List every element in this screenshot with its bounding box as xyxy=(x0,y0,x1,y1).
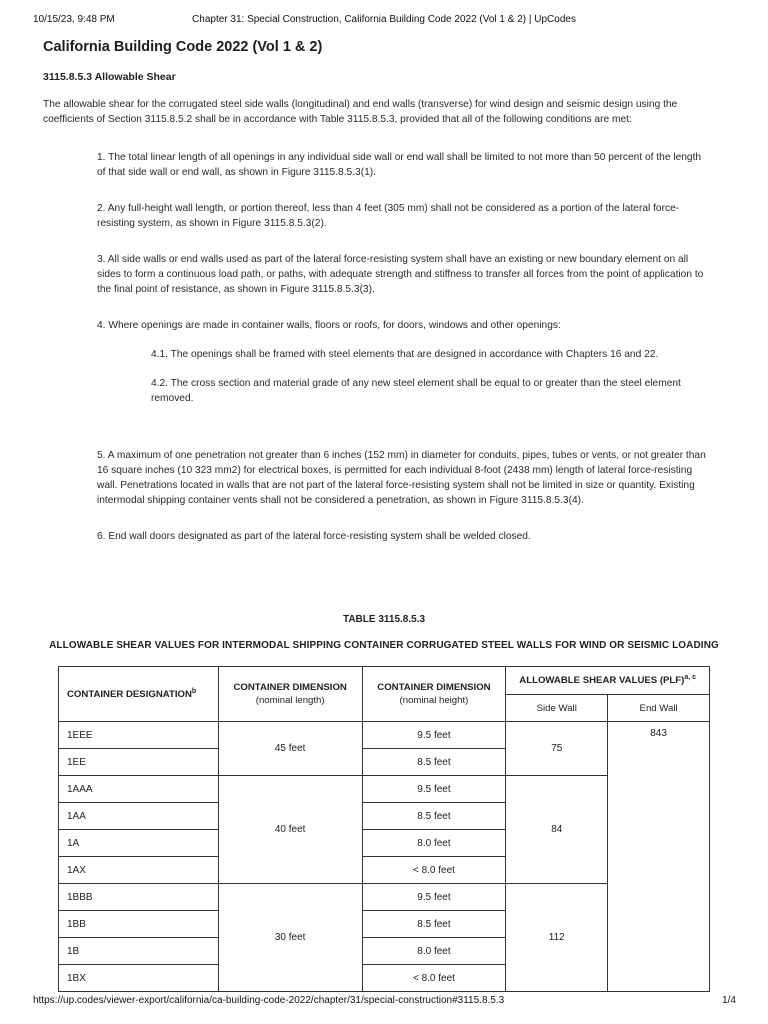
list-item: 6. End wall doors designated as part of the lateral force-resisting system shall be welded closed. xyxy=(97,531,531,542)
print-header xyxy=(0,14,768,30)
cell-designation: 1EEE xyxy=(59,722,219,749)
cell-designation: 1A xyxy=(59,830,219,857)
cell-side-wall: 112 xyxy=(506,884,608,992)
list-item: 3. All side walls or end walls used as part of the lateral force-resisting system shall have an existing or new boundary element on all sides to form a continuous load path, or paths, with adequate strength and stiffness to transfer all forces from the point of application to the final point of resistance, as shown in Figure 3115.8.5.3(3). xyxy=(97,254,704,295)
cell-height: 9.5 feet xyxy=(362,722,506,749)
cell-height: < 8.0 feet xyxy=(362,965,506,992)
cell-designation: 1AA xyxy=(59,803,219,830)
cell-designation: 1AX xyxy=(59,857,219,884)
cell-end-wall: 843 xyxy=(608,722,710,992)
header-end-wall: End Wall xyxy=(608,695,710,722)
document-title: California Building Code 2022 (Vol 1 & 2) xyxy=(43,39,323,55)
sub-list-item: 4.1. The openings shall be framed with steel elements that are designed in accordance with Chapters 16 and 22. xyxy=(151,349,659,360)
allowable-shear-table xyxy=(58,666,710,992)
intro-paragraph: The allowable shear for the corrugated steel side walls (longitudinal) and end walls (transverse) for wind design and seismic design using the coefficients of Section 3115.8.5.2 shall be in accordance with Table 3115.8.5.3, provided that all of the following conditions are met: xyxy=(43,99,678,125)
cell-designation: 1BB xyxy=(59,911,219,938)
cell-side-wall: 84 xyxy=(506,776,608,884)
header-container-designation: CONTAINER DESIGNATION$^b$ xyxy=(59,667,219,722)
document-body xyxy=(43,38,728,544)
table-row xyxy=(59,722,710,749)
list-item: 5. A maximum of one penetration not greater than 6 inches (152 mm) in diameter for conduits, pipes, tubes or vents, or not greater than 16 square inches (10 323 mm2) for electrical boxes, is permitted for each individual 8-foot (2438 mm) length of lateral force-resisting wall. Penetrations located in walls that are not part of the lateral force-resisting system shall not be limited in size or quantity. Existing intermodal shipping container vents shall not be considered a penetration, as shown in Figure 3115.8.5.3(4). xyxy=(97,450,706,506)
cell-designation: 1B xyxy=(59,938,219,965)
print-footer xyxy=(0,995,768,1011)
header-container-height: CONTAINER DIMENSION (nominal height) xyxy=(362,667,506,722)
cell-length: 40 feet xyxy=(218,776,362,884)
cell-height: 8.5 feet xyxy=(362,911,506,938)
cell-height: 9.5 feet xyxy=(362,776,506,803)
cell-height: 8.5 feet xyxy=(362,803,506,830)
list-item: 1. The total linear length of all openings in any individual side wall or end wall shall be limited to not more than 50 percent of the length of that side wall or end wall, as shown in Figure 3115.8.5.3(1). xyxy=(97,152,702,178)
section-heading: 3115.8.5.3 Allowable Shear xyxy=(43,71,176,83)
print-page-title: Chapter 31: Special Construction, California Building Code 2022 (Vol 1 & 2) | UpCodes xyxy=(192,14,576,25)
cell-length: 30 feet xyxy=(218,884,362,992)
cell-designation: 1BX xyxy=(59,965,219,992)
print-url: https://up.codes/viewer-export/california/ca-building-code-2022/chapter/31/special-construction#3115.8.5.3 xyxy=(33,995,505,1006)
cell-designation: 1AAA xyxy=(59,776,219,803)
header-container-length: CONTAINER DIMENSION (nominal length) xyxy=(218,667,362,722)
cell-height: < 8.0 feet xyxy=(362,857,506,884)
cell-length: 45 feet xyxy=(218,722,362,776)
list-item: 4. Where openings are made in container walls, floors or roofs, for doors, windows and other openings: xyxy=(97,320,561,331)
cell-designation: 1BBB xyxy=(59,884,219,911)
cell-height: 9.5 feet xyxy=(362,884,506,911)
header-side-wall: Side Wall xyxy=(506,695,608,722)
sub-list-item: 4.2. The cross section and material grade of any new steel element shall be equal to or greater than the steel element removed. xyxy=(151,378,681,404)
conditions-list xyxy=(43,150,728,544)
list-item: 2. Any full-height wall length, or portion thereof, less than 4 feet (305 mm) shall not be considered as a portion of the lateral force-resisting system, as shown in Figure 3115.8.5.3(2). xyxy=(97,203,680,229)
table-subcaption: ALLOWABLE SHEAR VALUES FOR INTERMODAL SHIPPING CONTAINER CORRUGATED STEEL WALLS FOR WIND OR SEISMIC LOADING xyxy=(49,640,719,651)
cell-height: 8.0 feet xyxy=(362,830,506,857)
cell-designation: 1EE xyxy=(59,749,219,776)
header-allowable-shear: ALLOWABLE SHEAR VALUES (PLF)$^{a, c}$ xyxy=(506,667,710,695)
print-datetime: 10/15/23, 9:48 PM xyxy=(33,14,115,25)
page-number: 1/4 xyxy=(722,995,736,1006)
cell-side-wall: 75 xyxy=(506,722,608,776)
cell-height: 8.5 feet xyxy=(362,749,506,776)
cell-height: 8.0 feet xyxy=(362,938,506,965)
table-caption: TABLE 3115.8.5.3 xyxy=(342,614,426,625)
